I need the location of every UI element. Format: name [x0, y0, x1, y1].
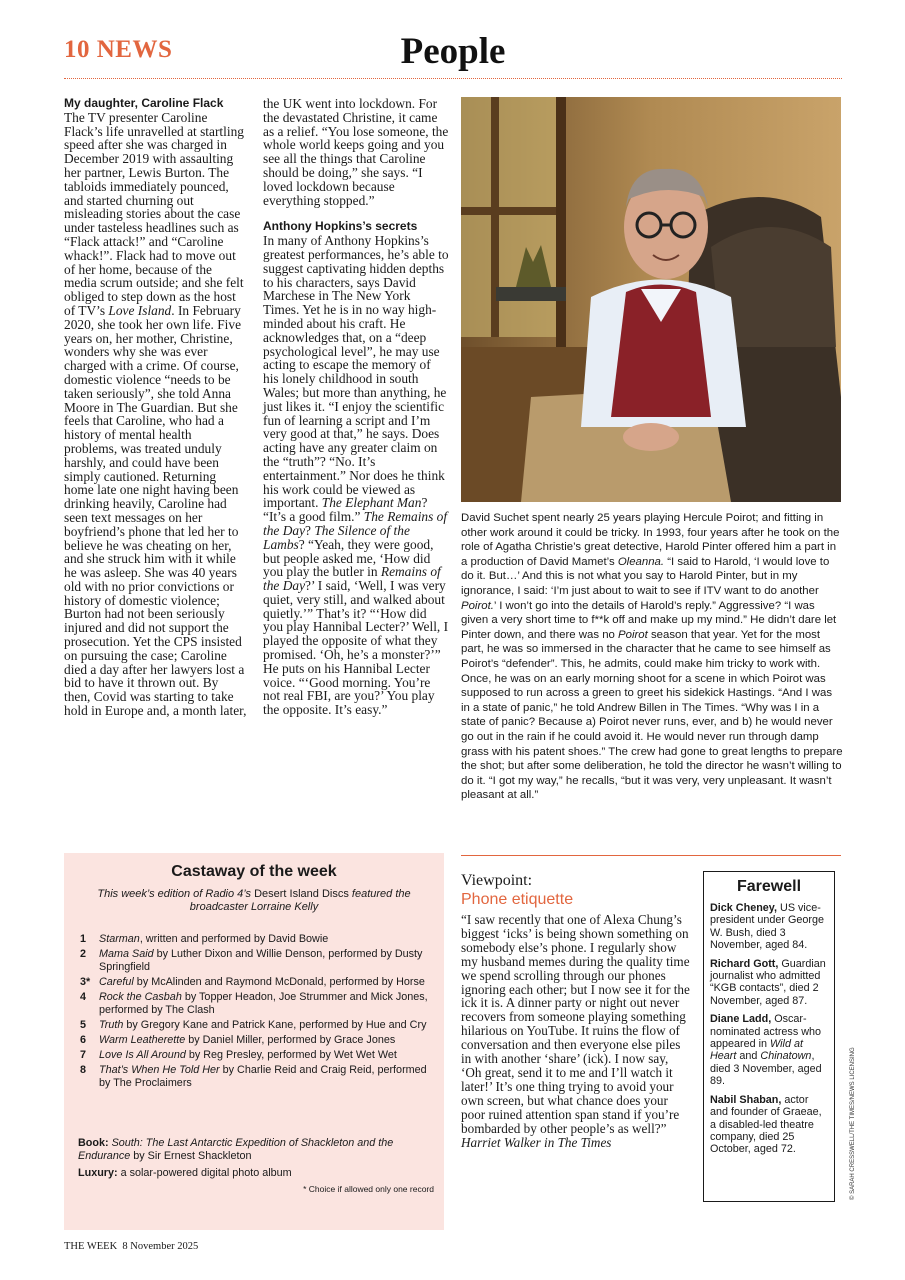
- castaway-luxury: Luxury: a solar-powered digital photo album: [78, 1167, 292, 1179]
- viewpoint-kicker: Viewpoint:: [461, 872, 533, 889]
- track-number: 2: [80, 948, 87, 961]
- track-item: [80, 1049, 430, 1062]
- page-footer: THE WEEK 8 November 2025: [64, 1241, 199, 1252]
- castaway-intro: This week’s edition of Radio 4’s Desert Island Discs featured the broadcaster Lorraine Kelly: [97, 888, 411, 913]
- article-heading: Anthony Hopkins’s secrets: [263, 219, 418, 234]
- photo-credit: © SARAH CRESSWELL/THE TIMES/NEWS LICENSING: [850, 1047, 856, 1200]
- castaway-title: Castaway of the week: [171, 863, 337, 880]
- obituary-entry: Nabil Shaban, actor and founder of Graeae, a disabled-led theatre company, died 25 October, aged 72.: [710, 1093, 822, 1156]
- track-item: [80, 991, 430, 1016]
- castaway-footnote: * Choice if allowed only one record: [303, 1184, 434, 1194]
- article-body: In many of Anthony Hopkins’s greatest performances, he’s able to suggest captivating hidden depths to his characters, says David Marchese in The New York Times. Yet he is in no way high-minded about his craft. He acknowledges that, on a “deep psychological level”, he may use acting to escape the memory of his lonely childhood in south Wales; but more than anything, he just likes it. “I enjoy the scientific fun of learning a script and I’m very good at that,” he says. Does acting have any greater claim on the “truth”? “No. It’s entertainment.” Nor does he think his work could be viewed as important. The Elephant Man? “It’s a good film.” The Remains of the Day? The Silence of the Lambs? “Yeah, they were good, but people asked me, ‘How did you play the butler in Remains of the Day?’ I said, ‘Well, I was very quiet, very still, and walked about quietly.’” That’s it? “‘How did you play Hannibal Lecter?’ Well, I played the opposite of what they promised. ‘Oh, he’s a monster?’” He puts on his Hannibal Lecter voice. “‘Good morning. You’re not real FBI, are you?’ You play the opposite. It’s easy.”: [263, 233, 449, 718]
- track-number: 3*: [80, 975, 91, 988]
- section-label: 10 NEWS: [64, 36, 173, 63]
- track-item: [80, 948, 430, 973]
- photo-caption-article: David Suchet spent nearly 25 years playing Hercule Poirot; and fitting in other work around it could be tricky. In 1993, four years after he took on the role of Agatha Christie’s great detective, Harold Pinter offered him a part in a production of David Mamet’s Oleanna. “I said to Harold, ‘I would love to do it. But…’ And this is not what you say to Harold Pinter, but in my ignorance, I said: ‘I’m just about to wait to see if ITV want to do another Poirot.’ I won’t go into the details of Harold’s reply.” Aggressive? “I was given a very short time to f**k off and make up my mind.” He didn’t dare let Pinter down, and there was no Poirot season that year. Yet for the most part, he was so immersed in the character that he came to see himself as Poirot’s “defender”. This, he admits, could make him tricky to work with. Once, he was on an early morning shoot for a scene in which Poirot was supposed to run across a green to greet his sidekick Hastings. “And I was in a state of panic,” he told Andrew Billen in The Times. “Why was I in a state of panic? Because a) Poirot never runs, ever, and b) he would never go out in the rain if he could avoid it. He would never run through damp grass with his patent shoes.” The crew had gone to great lengths to prepare the shot; but after some deliberation, he told the director he wasn’t willing to do it. “I got my way,” he recalls, “but it was very, very unpleasant. It wasn’t pleasant at all.”: [461, 512, 843, 802]
- track-text: Starman, written and performed by David Bowie: [99, 933, 329, 945]
- page-title: People: [400, 31, 506, 72]
- track-text: Truth by Gregory Kane and Patrick Kane, performed by Hue and Cry: [99, 1018, 427, 1031]
- farewell-box: [703, 871, 835, 1202]
- track-item: [80, 1064, 430, 1089]
- article-heading: My daughter, Caroline Flack: [64, 96, 224, 110]
- article-column-2: [263, 97, 449, 717]
- track-text: Mama Said by Luther Dixon and Willie Denson, performed by Dusty Springfield: [99, 948, 423, 973]
- viewpoint-byline: Harriet Walker in The Times: [461, 1134, 612, 1150]
- castaway-box: [64, 853, 444, 1230]
- track-text: Careful by McAlinden and Raymond McDonald, performed by Horse: [99, 975, 425, 988]
- page-header: [64, 30, 842, 82]
- track-number: 8: [80, 1064, 87, 1077]
- track-number: 1: [80, 933, 87, 945]
- track-number: 6: [80, 1033, 87, 1046]
- article-caroline-flack: [64, 97, 248, 718]
- track-number: 7: [80, 1048, 87, 1061]
- track-text: Love Is All Around by Reg Presley, performed by Wet Wet Wet: [99, 1048, 397, 1061]
- track-item: [80, 976, 430, 989]
- article-continuation: the UK went into lockdown. For the devastated Christine, it came as a relief. “You lose someone, the whole world keeps going and you see all the things that Caroline should be doing,” she says. “I loved lockdown because everything stopped.”: [263, 96, 449, 208]
- section-divider: [461, 855, 841, 856]
- track-number: 5: [80, 1018, 87, 1031]
- track-item: [80, 1034, 430, 1047]
- track-text: Warm Leatherette by Daniel Miller, performed by Grace Jones: [99, 1033, 396, 1046]
- obituary-entry: Diane Ladd, Oscar-nominated actress who appeared in Wild at Heart and Chinatown, died 3 November, aged 89.: [710, 1013, 822, 1088]
- article-body: The TV presenter Caroline Flack’s life unravelled at startling speed after she was charged in December 2019 with assaulting her partner, Lewis Burton. The tabloids immediately pounced, and started churning out misleading stories about the case under tasteless headlines such as “Flack attack!” and “Caroline whack!”. Flack had to move out of her home, because of the media scrum outside; and she felt obliged to step down as the host of TV’s Love Island. In February 2020, she took her own life. Five years on, her mother, Christine, wonders why she was ever charged with a crime. Of course, domestic violence “needs to be taken seriously”, she told Anna Moore in The Guardian. But she feels that Caroline, who had a history of mental health problems, was treated unduly harshly, and could have been simply cautioned. Returning home late one night having been drinking heavily, Caroline had seen text messages on her boyfriend’s phone that led her to believe he was cheating on her, and she struck him with it while he was asleep. She was 40 years old with no prior convictions or history of domestic violence; Burton had not been seriously injured and did not support the prosecution. Yet the CPS insisted on pursuing the case; Caroline died a day after her lawyers lost a bid to have it thrown out. By then, Covid was starting to take hold in Europe and, a month later,: [64, 109, 247, 719]
- track-item: [80, 933, 430, 946]
- portrait-photo: [461, 97, 841, 502]
- track-list: [80, 933, 430, 1092]
- track-text: Rock the Casbah by Topper Headon, Joe Strummer and Mick Jones, performed by The Clash: [99, 990, 428, 1016]
- farewell-title: Farewell: [736, 878, 802, 895]
- castaway-book: Book: South: The Last Antarctic Expedition of Shackleton and the Endurance by Sir Ernest Shackleton: [78, 1137, 394, 1162]
- obituary-entry: Richard Gott, Guardian journalist who admitted “KGB contacts”, died 2 November, aged 87.: [710, 957, 826, 1007]
- viewpoint-body: “I saw recently that one of Alexa Chung’s biggest ‘icks’ is being shown something on somebody else’s phone. I regularly show my husband memes during the quality time we spend scrolling through our phones ignoring each other; but I now see it for the ick it is. A dinner party or night out never recovers from someone playing something hilarious on YouTube. It ruins the flow of conversation and then everyone else piles in with another ‘share’ (ick). I now say, ‘Oh great, send it to me and I’ll watch it later!’ It’s one thing trying to avoid your own screen, but what chance does your poor ruined attention span stand if you’re bombarded by other people’s as well?” Harriet Walker in The Times: [461, 912, 690, 1150]
- obituary-entry: Dick Cheney, US vice-president under George W. Bush, died 3 November, aged 84.: [710, 902, 825, 952]
- header-rule: [64, 78, 842, 79]
- track-number: 4: [80, 990, 87, 1003]
- track-item: [80, 1019, 430, 1032]
- track-text: That’s When He Told Her by Charlie Reid and Craig Reid, performed by The Proclaimers: [99, 1064, 427, 1089]
- viewpoint-column: [461, 872, 691, 1149]
- viewpoint-title: Phone etiquette: [461, 891, 574, 908]
